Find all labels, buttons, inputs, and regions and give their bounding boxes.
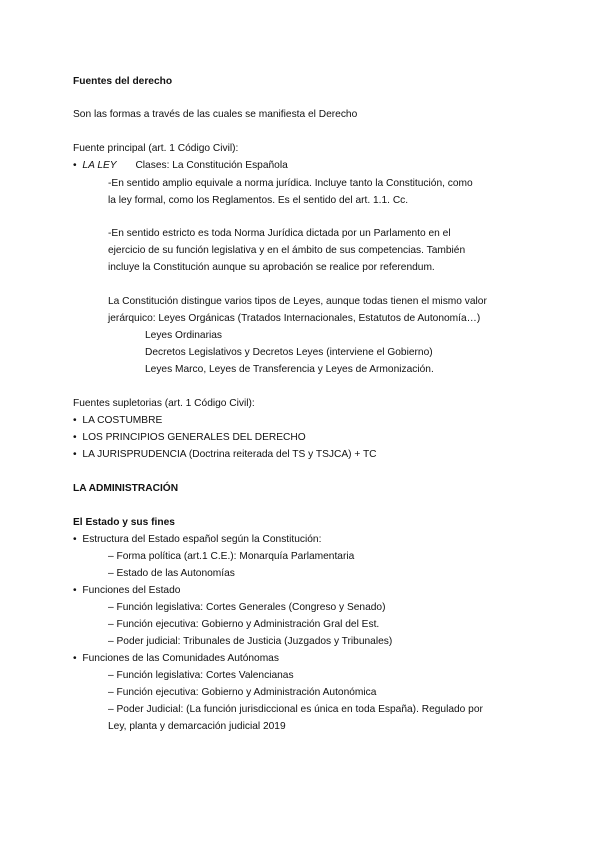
funcion-estado-subitem: – Poder judicial: Tribunales de Justicia (Juzgados y Tribunales) <box>108 636 393 647</box>
funcion-estado-subitem: – Función ejecutiva: Gobierno y Administración Gral del Est. <box>108 619 380 630</box>
funciones-ccaa-item: • Funciones de las Comunidades Autónomas <box>73 653 279 664</box>
funcion-ccaa-subitem: – Función ejecutiva: Gobierno y Administración Autonómica <box>108 687 377 698</box>
bullet-icon: • <box>73 415 77 426</box>
principal-heading: Fuente principal (art. 1 Código Civil): <box>73 143 239 154</box>
administracion-heading: LA ADMINISTRACIÓN <box>73 483 179 494</box>
amplio-line: la ley formal, como los Reglamentos. Es el sentido del art. 1.1. Cc. <box>108 195 409 206</box>
funcion-estado-subitem: – Función legislativa: Cortes Generales (Congreso y Senado) <box>108 602 386 613</box>
tipos-line: La Constitución distingue varios tipos de Leyes, aunque todas tienen el mismo valor <box>108 296 487 307</box>
ley-label: LA LEY <box>82 160 117 171</box>
bullet-icon: • <box>73 585 77 596</box>
ley-tipo-item: Leyes Marco, Leyes de Transferencia y Leyes de Armonización. <box>145 364 434 375</box>
funciones-estado-item: • Funciones del Estado <box>73 585 181 596</box>
ley-tipo-item: Decretos Legislativos y Decretos Leyes (interviene el Gobierno) <box>145 347 433 358</box>
intro-text: Son las formas a través de las cuales se manifiesta el Derecho <box>73 109 358 120</box>
estado-subheading: El Estado y sus fines <box>73 517 175 528</box>
doc-title: Fuentes del derecho <box>73 76 173 87</box>
funcion-ccaa-subitem: Ley, planta y demarcación judicial 2019 <box>108 721 286 732</box>
bullet-icon: • <box>73 449 77 460</box>
amplio-line: -En sentido amplio equivale a norma jurídica. Incluye tanto la Constitución, como <box>108 178 473 189</box>
bullet-icon: • <box>73 432 77 443</box>
bullet-icon: • <box>73 534 77 545</box>
funcion-ccaa-subitem: – Función legislativa: Cortes Valencianas <box>108 670 294 681</box>
supletoria-item: • LA COSTUMBRE <box>73 415 163 426</box>
estructura-subitem: – Estado de las Autonomías <box>108 568 235 579</box>
ley-bullet-line <box>73 157 288 174</box>
bullet-icon: • <box>73 653 77 664</box>
bullet-icon: • <box>73 160 77 171</box>
supletoria-item: • LOS PRINCIPIOS GENERALES DEL DERECHO <box>73 432 306 443</box>
estricto-line: ejercicio de su función legislativa y en el ámbito de sus competencias. También <box>108 245 466 256</box>
estructura-subitem: – Forma política (art.1 C.E.): Monarquía Parlamentaria <box>108 551 355 562</box>
supletorias-heading: Fuentes supletorias (art. 1 Código Civil): <box>73 398 255 409</box>
estricto-line: -En sentido estricto es toda Norma Jurídica dictada por un Parlamento en el <box>108 228 451 239</box>
clases-text: Clases: La Constitución Española <box>135 160 288 171</box>
tipos-line: jerárquico: Leyes Orgánicas (Tratados Internacionales, Estatutos de Autonomía…) <box>108 313 481 324</box>
ley-tipo-item: Leyes Ordinarias <box>145 330 223 341</box>
estructura-item: • Estructura del Estado español según la Constitución: <box>73 534 322 545</box>
estricto-line: incluye la Constitución aunque su aprobación se realice por referendum. <box>108 262 435 273</box>
funcion-ccaa-subitem: – Poder Judicial: (La función jurisdiccional es única en toda España). Regulado por <box>108 704 483 715</box>
supletoria-item: • LA JURISPRUDENCIA (Doctrina reiterada del TS y TSJCA) + TC <box>73 449 377 460</box>
